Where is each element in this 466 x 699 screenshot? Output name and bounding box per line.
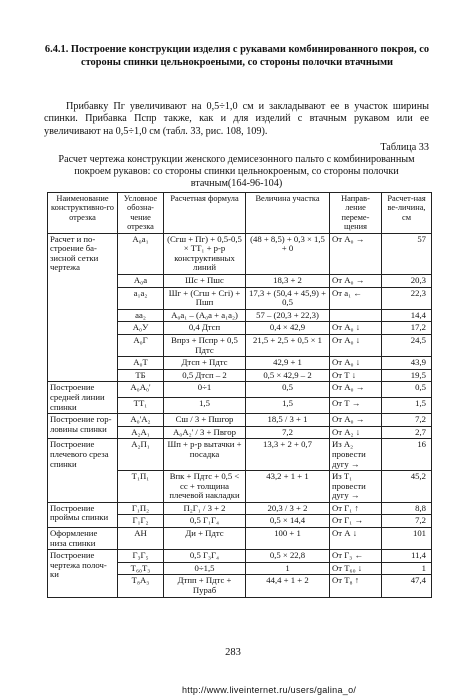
table-cell: 24,5 [382,334,432,356]
table-cell: 7,2 [382,515,432,528]
table-cell: 16 [382,439,432,471]
table-cell: Из А₂ провести дугу → [330,439,382,471]
table-cell: П₂Г₁ / 3 + 2 [164,502,246,515]
table-cell: Построение плечевого среза спинки [48,439,118,503]
table-cell: 43,2 + 1 + 1 [246,471,330,503]
header-cell: Условное обозна-чение отрезка [118,193,164,234]
table-cell: 19,5 [382,369,432,382]
table-cell: От Т₈ ↑ [330,575,382,597]
table-cell: 1 [382,562,432,575]
table-cell: 14,4 [382,309,432,322]
table-cell: Г₃Г₅ [118,550,164,563]
table-cell: 0,5 × 14,4 [246,515,330,528]
table-cell: Дтпп + Пдтс + Пураб [164,575,246,597]
table-cell: А₀а₁ – (А₀а + а₁а₂) [164,309,246,322]
table-cell: А₀А₀' [118,382,164,398]
table-cell: Ди + Пдтс [164,528,246,550]
table-cell: А₀Г [118,334,164,356]
table-cell: 0,5 Г₃Г₄ [164,550,246,563]
table-cell: Г₁П₂ [118,502,164,515]
table-cell: ТТ₁ [118,398,164,414]
table-cell: Построение проймы спинки [48,502,118,527]
table-cell: 100 + 1 [246,528,330,550]
table-cell: 0,5 [246,382,330,398]
table-cell: От А₀ → [330,275,382,288]
table-cell: Оформление низа спинки [48,528,118,550]
footer-url: http://www.liveinternet.ru/users/galina_o/ [182,685,357,695]
table-cell: 0,5 × 22,8 [246,550,330,563]
table-cell: От А₀ ↓ [330,322,382,335]
table-cell: От Г₁ → [330,515,382,528]
table-cell: 17,2 [382,322,432,335]
table-cell: Сш / 3 + Пшгор [164,414,246,427]
table-cell: 0÷1 [164,382,246,398]
table-cell: 45,2 [382,471,432,503]
table-label: Таблица 33 [380,142,429,153]
table-cell: 47,4 [382,575,432,597]
table-cell: Т₁П₁ [118,471,164,503]
table-cell: 22,3 [382,287,432,309]
table-cell: От а₁ ← [330,287,382,309]
table-cell: 1,5 [246,398,330,414]
table-cell: А₂П₁ [118,439,164,471]
table-cell: Т₆₀Т₃ [118,562,164,575]
table-cell: А₂А₁ [118,426,164,439]
table-cell: От А₀ → [330,233,382,274]
table-cell: 7,2 [246,426,330,439]
header-cell: Величина участка [246,193,330,234]
table-cell: 2,7 [382,426,432,439]
table-row [48,439,432,471]
table-cell: Построение гор-ловины спинки [48,414,118,439]
table-row [48,528,432,550]
table-cell: 20,3 / 3 + 2 [246,502,330,515]
table-cell: От Т₆₀ ↓ [330,562,382,575]
table-cell: 11,4 [382,550,432,563]
table-cell: Впк + Пдтс + 0,5 < сс + толщина плечевой накладки [164,471,246,503]
table-cell: Т₈А₃ [118,575,164,597]
table-body [48,233,432,597]
table-cell: 0,5 [382,382,432,398]
table-cell: 13,3 + 2 + 0,7 [246,439,330,471]
table-cell: От Г₃ ← [330,550,382,563]
table-cell: 8,8 [382,502,432,515]
table-row [48,382,432,398]
table-cell: Дтсп + Пдтс [164,357,246,370]
table-row [48,233,432,274]
page-number: 283 [225,647,241,658]
table-cell: Шс + Пшс [164,275,246,288]
table-cell: 1,5 [382,398,432,414]
table-cell: 1 [246,562,330,575]
table-header-row [48,193,432,234]
table-cell: От Т → [330,398,382,414]
table-cell: Построение чертежа полоч-ки [48,550,118,597]
table-cell: 7,2 [382,414,432,427]
table-cell: АН [118,528,164,550]
table-cell: 0÷1,5 [164,562,246,575]
table-cell: 0,5 × 42,9 – 2 [246,369,330,382]
table-cell: ТБ [118,369,164,382]
table-cell: Построение средней линии спинки [48,382,118,414]
table-cell: 0,5 Г₁Г₄ [164,515,246,528]
table-cell: 0,4 Дтсп [164,322,246,335]
table-cell: 1,5 [164,398,246,414]
table-cell: Г₁Г₂ [118,515,164,528]
table-cell: От А₀ → [330,382,382,398]
table-cell: 42,9 + 1 [246,357,330,370]
table-cell: Шп + р-р вытачки + посадка [164,439,246,471]
header-cell: Направ-ление переме-щения [330,193,382,234]
table-cell: 57 [382,233,432,274]
header-cell: Расчетная формула [164,193,246,234]
table-cell: А₀У [118,322,164,335]
table-cell: 17,3 + (50,4 + 45,9) + 0,5 [246,287,330,309]
table-cell: А₀А₂' / 3 + Пвгор [164,426,246,439]
calculation-table [47,192,432,598]
table-cell: 57 – (20,3 + 22,3) [246,309,330,322]
table-cell: а₁а₂ [118,287,164,309]
table-cell: 44,4 + 1 + 2 [246,575,330,597]
table-cell: От Г₁ ↑ [330,502,382,515]
table-cell: От Т ↓ [330,369,382,382]
table-cell: От А₂ ↓ [330,426,382,439]
table-cell: 18,3 + 2 [246,275,330,288]
table-cell [330,309,382,322]
table-cell: 0,4 × 42,9 [246,322,330,335]
table-caption: Расчет чертежа конструкции женского демисезонного пальто с комбинированным покроем рукавов: со стороны спинки цельнокроеным, со стороны полочки втачным(164-96-104) [58,154,415,189]
table-cell: От А₀ ↓ [330,357,382,370]
section-heading: 6.4.1. Построение конструкции изделия с рукавами комбинированного покроя, со стороны спинки цельнокроеными, со стороны полочки втачными [44,44,430,68]
table-cell: А₀а₁ [118,233,164,274]
table-cell: От А₀ → [330,414,382,427]
table-cell: 20,3 [382,275,432,288]
table-cell: 43,9 [382,357,432,370]
table-row [48,550,432,563]
table-cell: Расчет и по-строение ба-зисной сетки чертежа [48,233,118,382]
table-cell: (Сгш + Пг) + 0,5-0,5 × ТТ₁ + р-р конструктивных линий [164,233,246,274]
header-cell: Наименование конструктивно-го отрезка [48,193,118,234]
table-cell: Из Т₁ провести дугу → [330,471,382,503]
table-cell: А₀'А₂ [118,414,164,427]
table-cell: Шг + (Сгш + Сгі) + Пшп [164,287,246,309]
table-cell: 0,5 Дтсп – 2 [164,369,246,382]
table-cell: А₀Т [118,357,164,370]
body-paragraph: Прибавку Пг увеличивают на 0,5÷1,0 см и закладывают ее в участок ширины спинки. Прибавка Пспр также, как и для изделий с втачным рукавом или ее увеличивают на 0,5÷1,0 см (табл. 33, рис. 108, 109). [44,101,429,137]
table-cell: От А₀ ↓ [330,334,382,356]
table-row [48,502,432,515]
table-cell: 21,5 + 2,5 + 0,5 × 1 [246,334,330,356]
table-row [48,414,432,427]
table-header [48,193,432,234]
table-cell: 18,5 / 3 + 1 [246,414,330,427]
table-cell: От А ↓ [330,528,382,550]
table-cell: аа₂ [118,309,164,322]
table-cell: А₀а [118,275,164,288]
table-cell: Впрз + Пспр + 0,5 Пдтс [164,334,246,356]
header-cell: Расчет-ная ве-личина, см [382,193,432,234]
table-cell: (48 + 8,5) + 0,3 × 1,5 + 0 [246,233,330,274]
table-cell: 101 [382,528,432,550]
